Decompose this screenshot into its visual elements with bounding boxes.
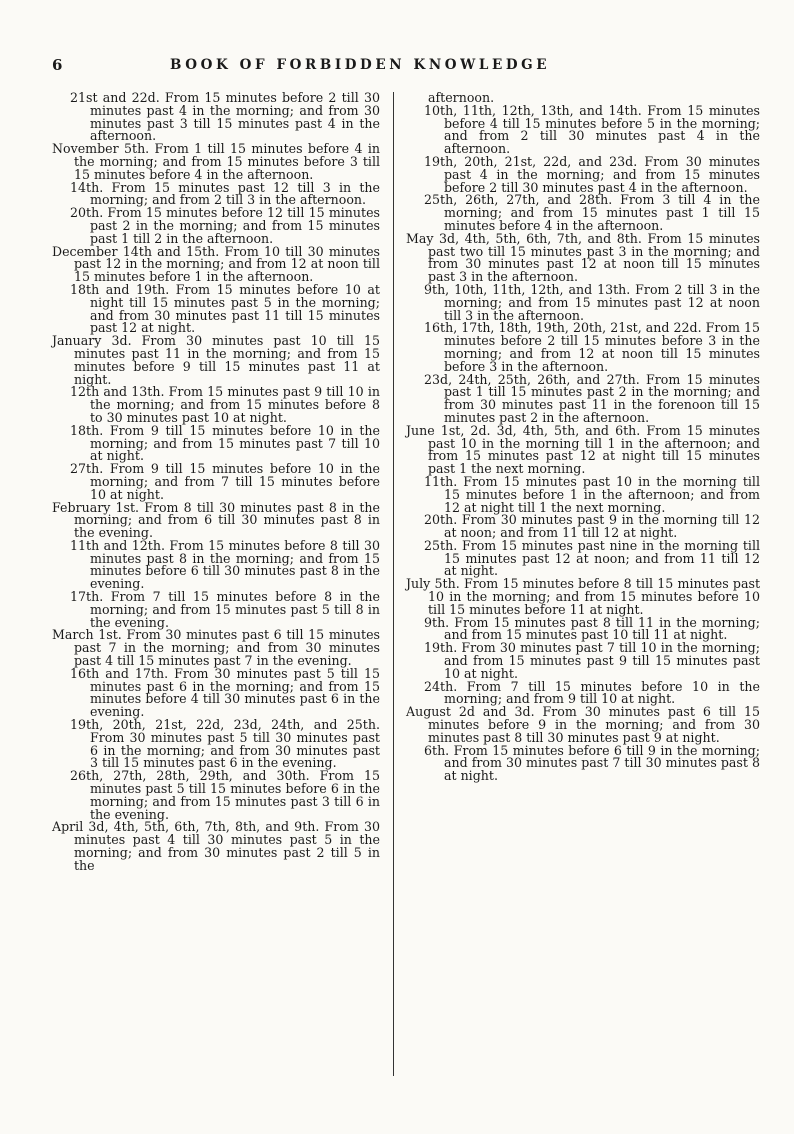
- right-column: [406, 92, 760, 783]
- schedule-entry: 21st and 22d. From 15 minutes before 2 till 30 minutes past 4 in the morning; and from 30 minutes past 3 till 15 minutes past 4 in the afternoon.: [70, 90, 380, 144]
- schedule-entry: 16th, 17th, 18th, 19th, 20th, 21st, and 22d. From 15 minutes before 2 till 15 minutes before 3 in the morning; and from 12 at noon till 15 minutes before 3 in the afternoon.: [424, 320, 760, 374]
- schedule-entry: March 1st. From 30 minutes past 6 till 15 minutes past 7 in the morning; and from 30 minutes past 4 till 15 minutes past 7 in the evening.: [52, 627, 380, 669]
- schedule-entry: 26th, 27th, 28th, 29th, and 30th. From 15 minutes past 5 till 15 minutes before 6 in the morning; and from 15 minutes past 3 till 6 in the evening.: [70, 768, 380, 822]
- schedule-entry: 19th, 20th, 21st, 22d, 23d, 24th, and 25th. From 30 minutes past 5 till 30 minutes past 6 in the morning; and from 30 minutes past 3 till 15 minutes past 6 in the evening.: [70, 717, 380, 771]
- schedule-entry: 19th, 20th, 21st, 22d, and 23d. From 30 minutes past 4 in the morning; and from 15 minutes before 2 till 30 minutes past 4 in the afternoon.: [424, 153, 760, 195]
- page-number: 6: [52, 56, 63, 74]
- schedule-entry: July 5th. From 15 minutes before 8 till 15 minutes past 10 in the morning; and from 15 minutes before 10 till 15 minutes before 11 at night.: [406, 576, 760, 617]
- schedule-entry: January 3d. From 30 minutes past 10 till 15 minutes past 11 in the morning; and from 15 minutes before 9 till 15 minutes past 11 at night.: [52, 333, 380, 387]
- schedule-entry: 11th and 12th. From 15 minutes before 8 till 30 minutes past 8 in the morning; and from 15 minutes before 6 till 30 minutes past 8 in the evening.: [70, 537, 380, 592]
- schedule-entry: 9th, 10th, 11th, 12th, and 13th. From 2 till 3 in the morning; and from 15 minutes past 12 at noon till 3 in the afternoon.: [424, 281, 760, 323]
- schedule-entry: November 5th. From 1 till 15 minutes before 4 in the morning; and from 15 minutes before 3 till 15 minutes before 4 in the afternoon.: [52, 141, 380, 182]
- schedule-entry: April 3d, 4th, 5th, 6th, 7th, 8th, and 9th. From 30 minutes past 4 till 30 minutes past 5 in the morning; and from 30 minutes past 2 till 5 in the: [52, 819, 380, 873]
- schedule-entry: 17th. From 7 till 15 minutes before 8 in the morning; and from 15 minutes past 5 till 8 in the evening.: [70, 589, 380, 630]
- schedule-entry: 23d, 24th, 25th, 26th, and 27th. From 15 minutes past 1 till 15 minutes past 2 in the morning; and from 30 minutes past 11 in the forenoon till 15 minutes past 2 in the afternoon.: [424, 371, 760, 425]
- schedule-entry: February 1st. From 8 till 30 minutes past 8 in the morning; and from 6 till 30 minutes past 8 in the evening.: [52, 499, 380, 541]
- left-column: [52, 92, 380, 873]
- column-divider: [393, 92, 394, 1076]
- running-title: BOOK OF FORBIDDEN KNOWLEDGE: [170, 57, 551, 73]
- schedule-entry: 20th. From 15 minutes before 12 till 15 minutes past 2 in the morning; and from 15 minutes past 1 till 2 in the afternoon.: [70, 205, 380, 246]
- schedule-entry: 10th, 11th, 12th, 13th, and 14th. From 15 minutes before 4 till 15 minutes before 5 in the morning; and from 2 till 30 minutes past 4 in the afternoon.: [424, 102, 760, 157]
- schedule-entry: 18th. From 9 till 15 minutes before 10 in the morning; and from 15 minutes past 7 till 10 at night.: [70, 422, 380, 464]
- schedule-entry: 25th. From 15 minutes past nine in the morning till 15 minutes past 12 at noon; and from 11 till 12 at night.: [424, 537, 760, 579]
- schedule-entry: 25th, 26th, 27th, and 28th. From 3 till 4 in the morning; and from 15 minutes past 1 till 15 minutes before 4 in the afternoon.: [424, 192, 760, 233]
- schedule-entry: 18th and 19th. From 15 minutes before 10 at night till 15 minutes past 5 in the morning; and from 30 minutes past 11 till 15 minutes past 12 at night.: [70, 281, 380, 336]
- schedule-entry: 24th. From 7 till 15 minutes before 10 in the morning; and from 9 till 10 at night.: [424, 678, 760, 707]
- schedule-entry: 20th. From 30 minutes past 9 in the morning till 12 at noon; and from 11 till 12 at night.: [424, 512, 760, 541]
- page-header: [52, 56, 622, 78]
- schedule-entry: 12th and 13th. From 15 minutes past 9 till 10 in the morning; and from 15 minutes before 8 to 30 minutes past 10 at night.: [70, 384, 380, 425]
- schedule-entry: June 1st, 2d. 3d, 4th, 5th, and 6th. From 15 minutes past 10 in the morning till 1 in the afternoon; and from 15 minutes past 12 at night till 15 minutes past 1 the next morning.: [406, 422, 760, 477]
- schedule-entry: 16th and 17th. From 30 minutes past 5 till 15 minutes past 6 in the morning; and from 15 minutes before 4 till 30 minutes past 6 in the evening.: [70, 665, 380, 720]
- schedule-entry: May 3d, 4th, 5th, 6th, 7th, and 8th. From 15 minutes past two till 15 minutes past 3 in the morning; and from 30 minutes past 12 at noon till 15 minutes past 3 in the afternoon.: [406, 230, 760, 285]
- schedule-entry: August 2d and 3d. From 30 minutes past 6 till 15 minutes before 9 in the morning; and from 30 minutes past 8 till 30 minutes past 9 at night.: [406, 704, 760, 745]
- schedule-entry: 11th. From 15 minutes past 10 in the morning till 15 minutes before 1 in the afternoon; and from 12 at night till 1 the next morning.: [424, 473, 760, 515]
- schedule-entry: 19th. From 30 minutes past 7 till 10 in the morning; and from 15 minutes past 9 till 15 minutes past 10 at night.: [424, 640, 760, 681]
- schedule-entry: 9th. From 15 minutes past 8 till 11 in the morning; and from 15 minutes past 10 till 11 at night.: [424, 614, 760, 643]
- schedule-entry: 6th. From 15 minutes before 6 till 9 in the morning; and from 30 minutes past 7 till 30 minutes past 8 at night.: [424, 742, 760, 784]
- schedule-entry: 27th. From 9 till 15 minutes before 10 in the morning; and from 7 till 15 minutes before 10 at night.: [70, 461, 380, 502]
- schedule-entry: afternoon.: [428, 90, 495, 105]
- schedule-entry: 14th. From 15 minutes past 12 till 3 in the morning; and from 2 till 3 in the afternoon.: [70, 179, 380, 208]
- schedule-entry: December 14th and 15th. From 10 till 30 minutes past 12 in the morning; and from 12 at noon till 15 minutes before 1 in the afternoon.: [52, 243, 380, 285]
